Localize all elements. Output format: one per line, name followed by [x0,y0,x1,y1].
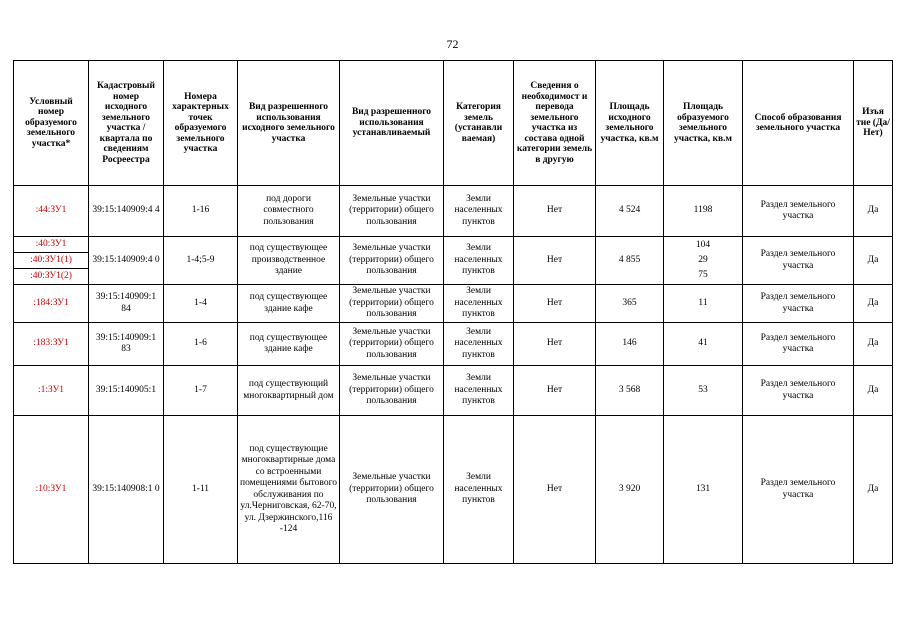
cell-use-new: Земельные участки (территории) общего пользования [340,285,444,323]
header-seizure: Изъя тие (Да/ Нет) [854,61,893,186]
header-area-source: Площадь исходного земельного участка, кв.м [596,61,664,186]
cell-transfer: Нет [514,416,596,564]
cell-parcel: :183:ЗУ1 [14,323,89,366]
header-points: Номера характерных точек образуемого земельного участка [164,61,238,186]
header-transfer: Сведения о необходимост и перевода земельного участка из состава одной категории земель в другую [514,61,596,186]
cell-area-new-split [664,237,743,285]
header-category: Категория земель (устанавли ваемая) [444,61,514,186]
cell-points: 1-16 [164,186,238,237]
cell-use-new: Земельные участки (территории) общего пользования [340,186,444,237]
cell-area-source: 4 855 [596,237,664,285]
table-row [14,237,893,285]
cell-parcel-sub: :40:ЗУ1(2) [14,268,88,284]
cell-points: 1-6 [164,323,238,366]
table-row [14,285,893,323]
cell-method: Раздел земельного участка [743,186,854,237]
table-row [14,323,893,366]
cell-seizure: Да [854,285,893,323]
cell-use-new: Земельные участки (территории) общего пользования [340,416,444,564]
cell-parcel: :10:ЗУ1 [14,416,89,564]
cell-points: 1-4;5-9 [164,237,238,285]
cell-seizure: Да [854,323,893,366]
header-cadastral: Кадастровый номер исходного земельного участка / квартала по сведениям Росреестра [89,61,164,186]
cell-area-source: 4 524 [596,186,664,237]
cell-category: Земли населенных пунктов [444,366,514,416]
header-use-source: Вид разрешенного использования исходного земельного участка [238,61,340,186]
cell-area-source: 365 [596,285,664,323]
cell-cadastral: 39:15:140909:4 0 [89,237,164,285]
cell-seizure: Да [854,416,893,564]
cell-use-new: Земельные участки (территории) общего пользования [340,237,444,285]
cell-category: Земли населенных пунктов [444,416,514,564]
cell-points: 1-4 [164,285,238,323]
cell-method: Раздел земельного участка [743,366,854,416]
cell-transfer: Нет [514,323,596,366]
cell-category: Земли населенных пунктов [444,237,514,285]
cell-method: Раздел земельного участка [743,416,854,564]
cell-use-new: Земельные участки (территории) общего пользования [340,323,444,366]
cell-area-new-sub: 104 [695,240,711,250]
cell-area-new: 11 [664,285,743,323]
cell-area-new: 41 [664,323,743,366]
table-row [14,186,893,237]
cell-use-source: под существующее здание кафе [238,285,340,323]
table-row [14,366,893,416]
cell-use-source: под существующий многоквартирный дом [238,366,340,416]
cell-cadastral: 39:15:140909:4 4 [89,186,164,237]
land-parcels-table [13,60,893,564]
cell-category: Земли населенных пунктов [444,186,514,237]
cell-cadastral: 39:15:140905:1 [89,366,164,416]
cell-category: Земли населенных пунктов [444,285,514,323]
cell-transfer: Нет [514,285,596,323]
cell-points: 1-7 [164,366,238,416]
cell-parcel-sub: :40:ЗУ1(1) [14,252,88,268]
cell-method: Раздел земельного участка [743,237,854,285]
cell-seizure: Да [854,366,893,416]
cell-transfer: Нет [514,237,596,285]
cell-area-new: 1198 [664,186,743,237]
cell-parcel-sub: :40:ЗУ1 [35,239,67,249]
header-use-new: Вид разрешенного использования устанавливаемый [340,61,444,186]
page-number: 72 [446,37,459,51]
cell-area-new-sub: 75 [698,270,708,280]
cell-use-source: под существующее производственное здание [238,237,340,285]
cell-method: Раздел земельного участка [743,323,854,366]
table-row [14,416,893,564]
cell-area-source: 3 920 [596,416,664,564]
cell-parcel: :1:ЗУ1 [14,366,89,416]
cell-parcel: :44:ЗУ1 [14,186,89,237]
cell-cadastral: 39:15:140909:1 84 [89,285,164,323]
cell-area-new: 131 [664,416,743,564]
cell-parcel: :184:ЗУ1 [14,285,89,323]
cell-seizure: Да [854,237,893,285]
cell-transfer: Нет [514,366,596,416]
cell-use-source: под дороги совместного пользования [238,186,340,237]
header-method: Способ образования земельного участка [743,61,854,186]
cell-use-source: под существующее здание кафе [238,323,340,366]
cell-use-source: под существующие многоквартирные дома со встроенными помещениями бытового обслуживания по ул.Черниговская, 62-70, ул. Дзержинского,116 -124 [238,416,340,564]
cell-parcel-split [14,237,89,285]
cell-area-source: 146 [596,323,664,366]
cell-area-new-sub: 29 [698,255,708,265]
cell-method: Раздел земельного участка [743,285,854,323]
header-parcel: Условный номер образуемого земельного участка* [14,61,89,186]
cell-area-new: 53 [664,366,743,416]
cell-area-source: 3 568 [596,366,664,416]
cell-points: 1-11 [164,416,238,564]
cell-cadastral: 39:15:140909:1 83 [89,323,164,366]
table-header-row [14,61,893,186]
cell-use-new: Земельные участки (территории) общего пользования [340,366,444,416]
cell-seizure: Да [854,186,893,237]
header-area-new: Площадь образуемого земельного участка, кв.м [664,61,743,186]
cell-transfer: Нет [514,186,596,237]
cell-cadastral: 39:15:140908:1 0 [89,416,164,564]
cell-category: Земли населенных пунктов [444,323,514,366]
